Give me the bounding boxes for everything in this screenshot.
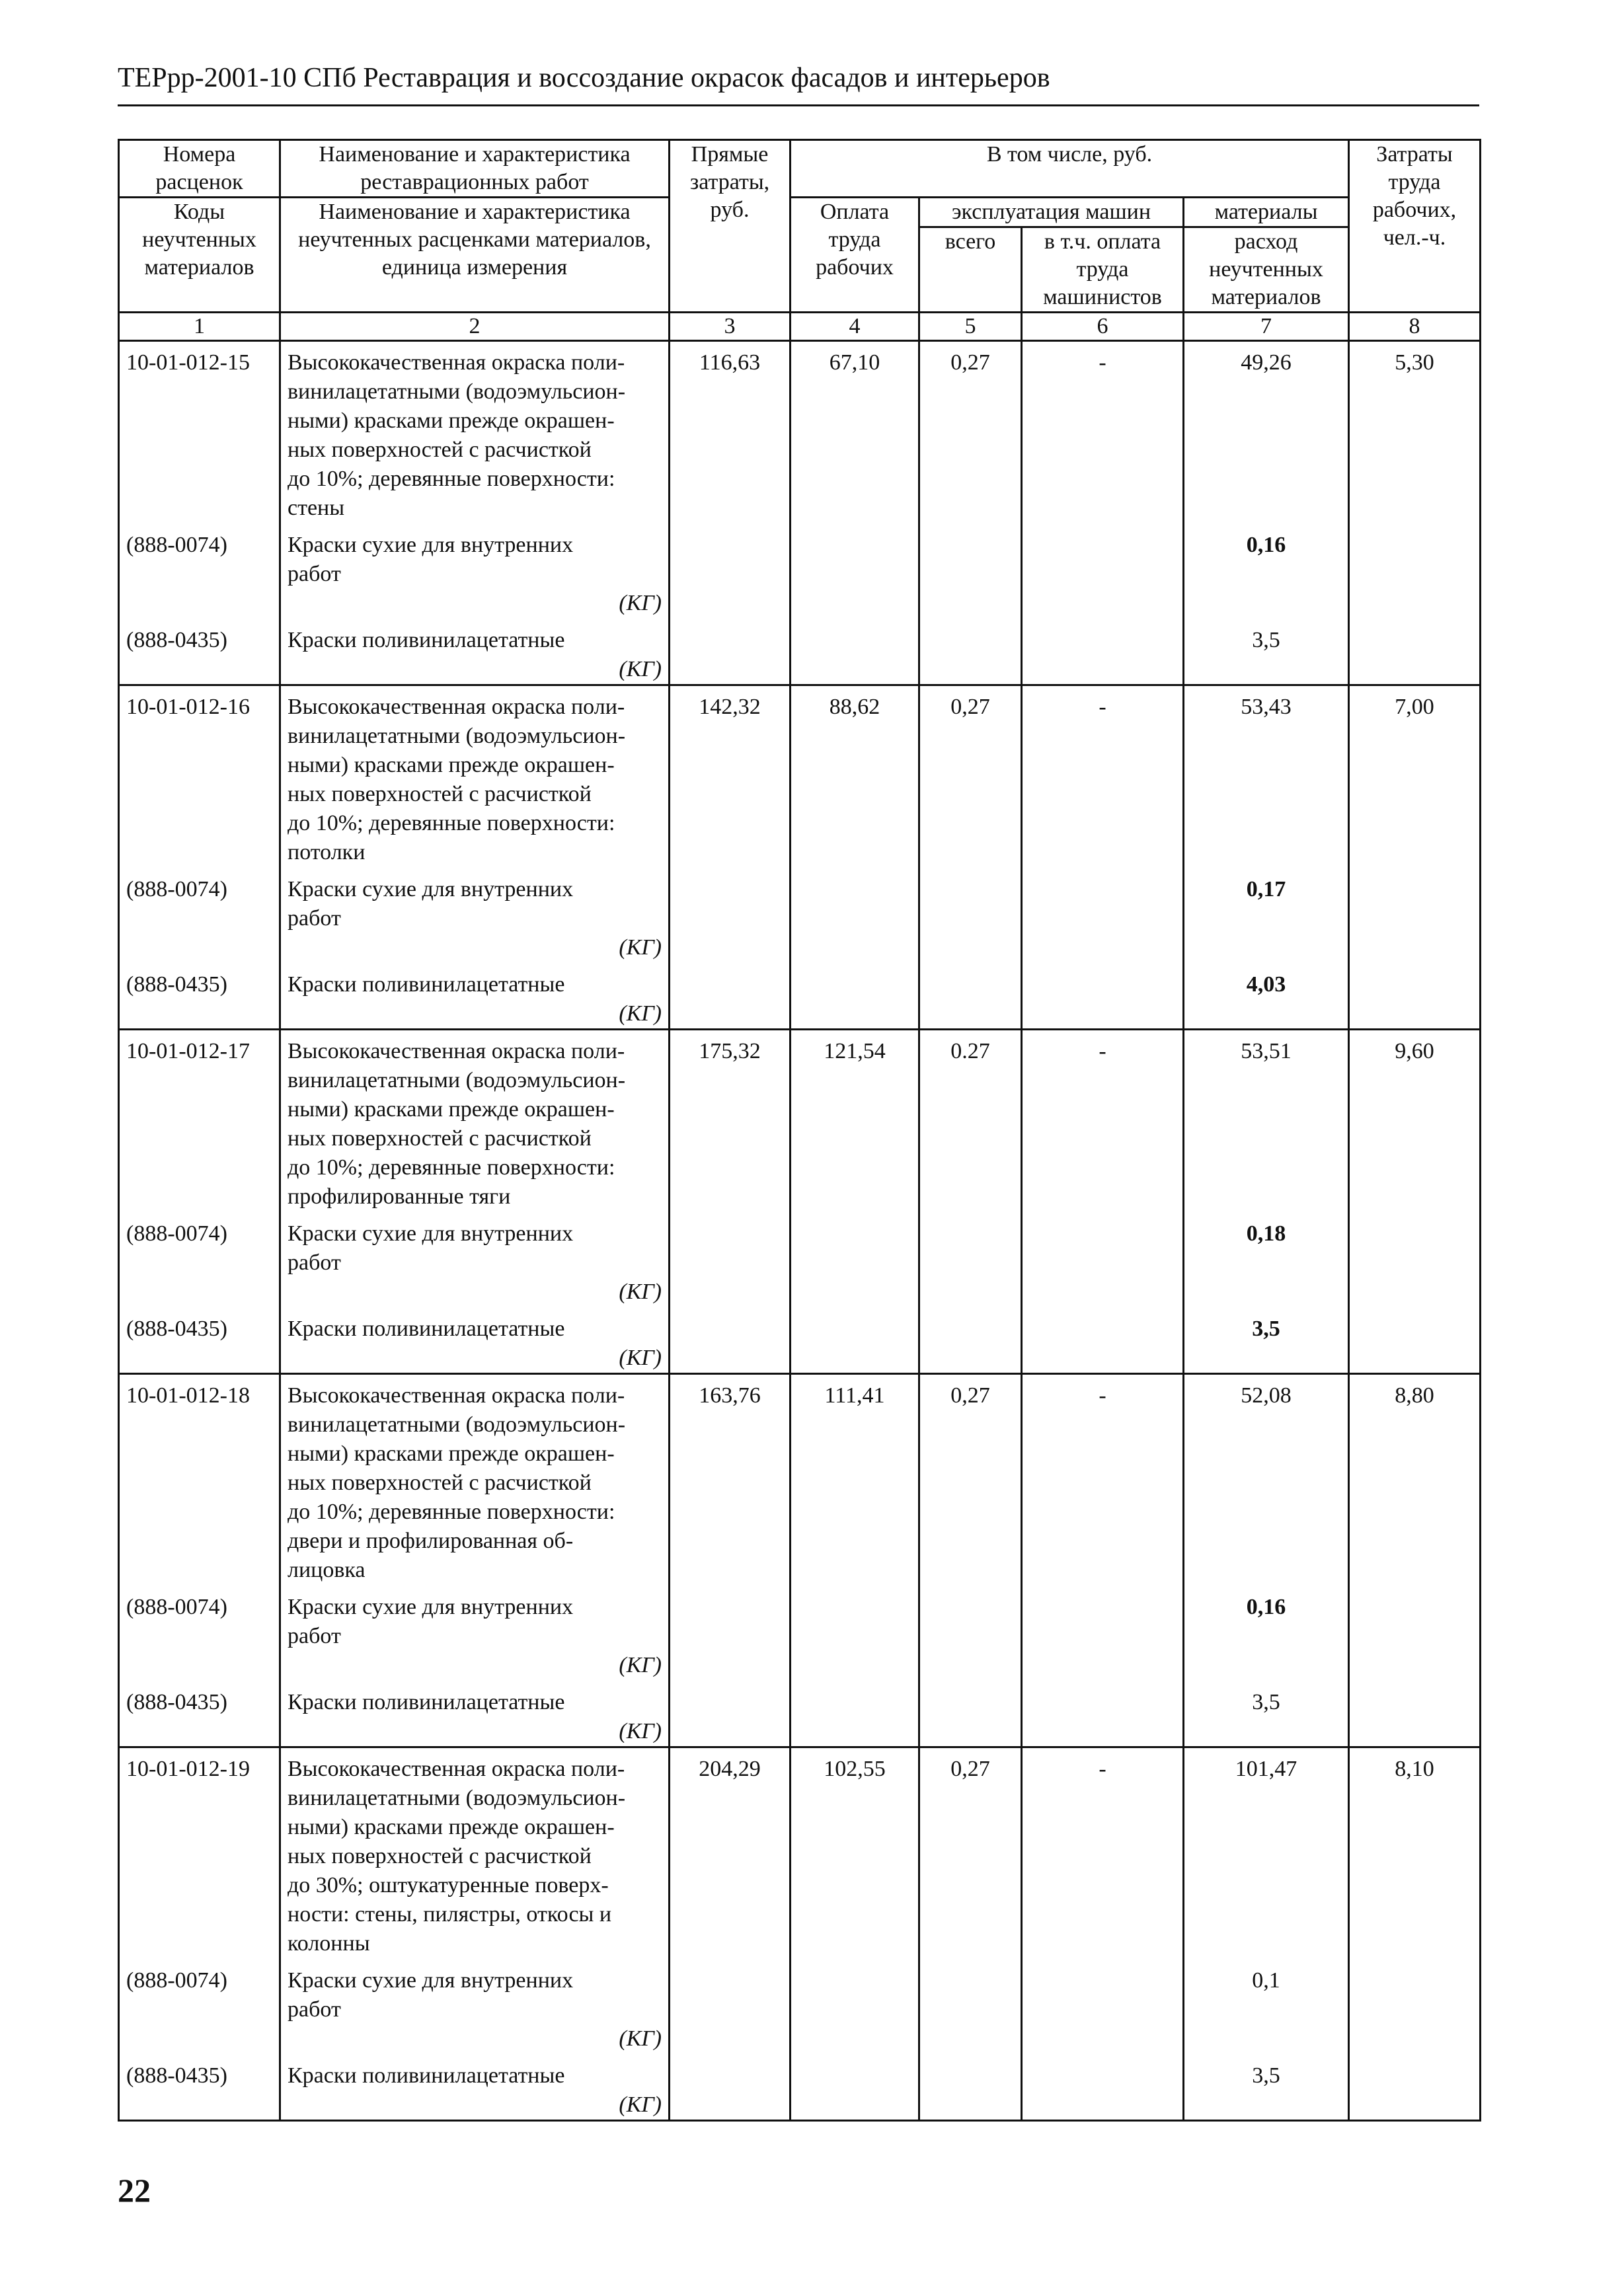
material-code: (888-0435)	[119, 2053, 280, 2121]
material-description	[280, 962, 670, 1030]
material-description	[280, 1958, 670, 2053]
material-code: (888-0074)	[119, 1585, 280, 1680]
empty-cell	[670, 1307, 791, 1374]
material-description	[280, 1680, 670, 1747]
material-row	[119, 1680, 1481, 1747]
empty-cell	[1349, 962, 1481, 1030]
rate-description	[280, 1030, 670, 1212]
material-unit: (КГ)	[619, 1653, 662, 1677]
material-unit: (КГ)	[619, 2026, 662, 2051]
empty-cell	[670, 1680, 791, 1747]
empty-cell	[791, 1211, 919, 1307]
material-name: Краски поливинилацетатные	[288, 972, 565, 997]
material-code: (888-0074)	[119, 523, 280, 618]
operator-pay-value: -	[1022, 341, 1184, 523]
material-description	[280, 2053, 670, 2121]
header-material-consumption: расход неучтенных материалов	[1184, 227, 1349, 313]
empty-cell	[919, 962, 1022, 1030]
empty-cell	[919, 618, 1022, 685]
labor-hours-value: 8,80	[1349, 1374, 1481, 1586]
header-including: В том числе, руб.	[791, 140, 1349, 198]
direct-costs-value: 116,63	[670, 341, 791, 523]
column-number: 2	[280, 313, 670, 341]
material-name: Краски сухие для внутренних работ	[288, 533, 574, 586]
empty-cell	[1349, 523, 1481, 618]
operator-pay-value: -	[1022, 1374, 1184, 1586]
material-amount: 0,16	[1184, 523, 1349, 618]
empty-cell	[1022, 1585, 1184, 1680]
empty-cell	[1349, 1307, 1481, 1374]
machines-total-value: 0,27	[919, 1747, 1022, 1959]
material-unit: (КГ)	[619, 1001, 662, 1026]
empty-cell	[791, 523, 919, 618]
page-number: 22	[118, 2172, 151, 2209]
labor-hours-value: 9,60	[1349, 1030, 1481, 1212]
empty-cell	[919, 1680, 1022, 1747]
rate-code: 10-01-012-16	[119, 685, 280, 868]
rate-description	[280, 1747, 670, 1959]
empty-cell	[1022, 1958, 1184, 2053]
material-row	[119, 867, 1481, 962]
rate-code: 10-01-012-18	[119, 1374, 280, 1586]
header-rate-numbers: Номера расценок	[119, 140, 280, 198]
column-number: 4	[791, 313, 919, 341]
empty-cell	[1022, 867, 1184, 962]
material-row	[119, 523, 1481, 618]
machines-total-value: 0.27	[919, 1030, 1022, 1212]
rate-description-text: Высококачественная окраска поли- винилацетатными (водоэмульсион- ными) красками прежде окрашен- ных поверхностей с расчисткой до 30%; оштукатуренные поверх- ности: стены, пилястры, откосы и колонны	[288, 1757, 626, 1956]
rates-table	[118, 139, 1481, 2122]
empty-cell	[919, 1958, 1022, 2053]
empty-cell	[1349, 1211, 1481, 1307]
table-row	[119, 1374, 1481, 1586]
column-number: 5	[919, 313, 1022, 341]
material-description	[280, 1211, 670, 1307]
empty-cell	[791, 962, 919, 1030]
empty-cell	[791, 1307, 919, 1374]
empty-cell	[1349, 1958, 1481, 2053]
header-materials: материалы	[1184, 198, 1349, 227]
empty-cell	[791, 2053, 919, 2121]
labor-hours-value: 8,10	[1349, 1747, 1481, 1959]
empty-cell	[791, 618, 919, 685]
material-description	[280, 1585, 670, 1680]
labor-pay-value: 88,62	[791, 685, 919, 868]
material-row	[119, 1958, 1481, 2053]
material-code: (888-0074)	[119, 1211, 280, 1307]
materials-value: 52,08	[1184, 1374, 1349, 1586]
material-row	[119, 1211, 1481, 1307]
material-row	[119, 1585, 1481, 1680]
machines-total-value: 0,27	[919, 1374, 1022, 1586]
header-labor-hours: Затраты труда рабочих, чел.-ч.	[1349, 140, 1481, 313]
empty-cell	[1022, 2053, 1184, 2121]
material-description	[280, 618, 670, 685]
material-code: (888-0074)	[119, 1958, 280, 2053]
table-row	[119, 1747, 1481, 1959]
material-name: Краски поливинилацетатные	[288, 1690, 565, 1714]
labor-hours-value: 5,30	[1349, 341, 1481, 523]
material-code: (888-0435)	[119, 1307, 280, 1374]
table-row	[119, 341, 1481, 523]
rate-description-text: Высококачественная окраска поли- винилацетатными (водоэмульсион- ными) красками прежде окрашен- ных поверхностей с расчисткой до 10%; деревянные поверхности: двери и профилированная об- лицовка	[288, 1383, 626, 1582]
material-name: Краски сухие для внутренних работ	[288, 1595, 574, 1648]
rate-description	[280, 1374, 670, 1586]
empty-cell	[1349, 618, 1481, 685]
empty-cell	[670, 618, 791, 685]
rate-code: 10-01-012-15	[119, 341, 280, 523]
material-description	[280, 867, 670, 962]
header-direct-costs: Прямые затраты, руб.	[670, 140, 791, 313]
material-code: (888-0435)	[119, 962, 280, 1030]
material-row	[119, 2053, 1481, 2121]
empty-cell	[670, 2053, 791, 2121]
material-name: Краски сухие для внутренних работ	[288, 877, 574, 931]
operator-pay-value: -	[1022, 1747, 1184, 1959]
empty-cell	[919, 1585, 1022, 1680]
rate-description	[280, 685, 670, 868]
column-number: 3	[670, 313, 791, 341]
material-code: (888-0435)	[119, 1680, 280, 1747]
table-row	[119, 685, 1481, 868]
material-name: Краски поливинилацетатные	[288, 628, 565, 652]
header-machine-operation: эксплуатация машин	[919, 198, 1184, 227]
material-amount: 3,5	[1184, 2053, 1349, 2121]
material-unit: (КГ)	[619, 1346, 662, 1370]
materials-value: 101,47	[1184, 1747, 1349, 1959]
rate-code: 10-01-012-17	[119, 1030, 280, 1212]
header-material-codes: Коды неучтенных материалов	[119, 198, 280, 313]
direct-costs-value: 204,29	[670, 1747, 791, 1959]
material-name: Краски поливинилацетатные	[288, 1317, 565, 1341]
material-amount: 0,17	[1184, 867, 1349, 962]
rate-description-text: Высококачественная окраска поли- винилацетатными (водоэмульсион- ными) красками прежде окрашен- ных поверхностей с расчисткой до 10%; деревянные поверхности: стены	[288, 350, 626, 520]
header-material-description: Наименование и характеристика неучтенных расценками материалов, единица измерения	[280, 198, 670, 313]
direct-costs-value: 175,32	[670, 1030, 791, 1212]
material-unit: (КГ)	[619, 657, 662, 681]
material-unit: (КГ)	[619, 591, 662, 615]
labor-hours-value: 7,00	[1349, 685, 1481, 868]
material-amount: 3,5	[1184, 1307, 1349, 1374]
empty-cell	[1349, 1585, 1481, 1680]
material-unit: (КГ)	[619, 2092, 662, 2117]
empty-cell	[919, 867, 1022, 962]
machines-total-value: 0,27	[919, 341, 1022, 523]
empty-cell	[1022, 962, 1184, 1030]
empty-cell	[919, 1211, 1022, 1307]
table-body	[119, 341, 1481, 2121]
direct-costs-value: 142,32	[670, 685, 791, 868]
header-work-description: Наименование и характеристика реставрационных работ	[280, 140, 670, 198]
material-name: Краски сухие для внутренних работ	[288, 1221, 574, 1275]
operator-pay-value: -	[1022, 685, 1184, 868]
material-amount: 4,03	[1184, 962, 1349, 1030]
material-amount: 0,1	[1184, 1958, 1349, 2053]
column-numbers-row	[119, 313, 1481, 341]
materials-value: 49,26	[1184, 341, 1349, 523]
empty-cell	[670, 523, 791, 618]
material-row	[119, 962, 1481, 1030]
header-labor-pay: Оплата труда рабочих	[791, 198, 919, 313]
empty-cell	[670, 1958, 791, 2053]
material-amount: 3,5	[1184, 1680, 1349, 1747]
empty-cell	[919, 1307, 1022, 1374]
material-code: (888-0435)	[119, 618, 280, 685]
labor-pay-value: 111,41	[791, 1374, 919, 1586]
empty-cell	[670, 1585, 791, 1680]
empty-cell	[791, 1958, 919, 2053]
material-description	[280, 1307, 670, 1374]
material-unit: (КГ)	[619, 1719, 662, 1743]
header-machines-total: всего	[919, 227, 1022, 313]
material-name: Краски сухие для внутренних работ	[288, 1968, 574, 2022]
material-amount: 3,5	[1184, 618, 1349, 685]
column-number: 8	[1349, 313, 1481, 341]
empty-cell	[1022, 1680, 1184, 1747]
material-name: Краски поливинилацетатные	[288, 2063, 565, 2088]
empty-cell	[791, 1680, 919, 1747]
empty-cell	[791, 1585, 919, 1680]
column-number: 6	[1022, 313, 1184, 341]
material-row	[119, 618, 1481, 685]
labor-pay-value: 102,55	[791, 1747, 919, 1959]
material-amount: 0,18	[1184, 1211, 1349, 1307]
labor-pay-value: 67,10	[791, 341, 919, 523]
rate-description-text: Высококачественная окраска поли- винилацетатными (водоэмульсион- ными) красками прежде окрашен- ных поверхностей с расчисткой до 10%; деревянные поверхности: потолки	[288, 695, 626, 864]
empty-cell	[791, 867, 919, 962]
empty-cell	[919, 523, 1022, 618]
column-number: 1	[119, 313, 280, 341]
empty-cell	[670, 962, 791, 1030]
operator-pay-value: -	[1022, 1030, 1184, 1212]
empty-cell	[1022, 523, 1184, 618]
empty-cell	[670, 867, 791, 962]
rate-description	[280, 341, 670, 523]
empty-cell	[1349, 1680, 1481, 1747]
materials-value: 53,43	[1184, 685, 1349, 868]
material-amount: 0,16	[1184, 1585, 1349, 1680]
header-operator-pay: в т.ч. оплата труда машинистов	[1022, 227, 1184, 313]
material-unit: (КГ)	[619, 1280, 662, 1304]
rate-description-text: Высококачественная окраска поли- винилацетатными (водоэмульсион- ными) красками прежде окрашен- ных поверхностей с расчисткой до 10%; деревянные поверхности: профилированные тяги	[288, 1039, 626, 1209]
machines-total-value: 0,27	[919, 685, 1022, 868]
materials-value: 53,51	[1184, 1030, 1349, 1212]
direct-costs-value: 163,76	[670, 1374, 791, 1586]
table-row	[119, 1030, 1481, 1212]
empty-cell	[1349, 2053, 1481, 2121]
page-header: ТЕРрр-2001-10 СПб Реставрация и воссоздание окрасок фасадов и интерьеров	[118, 63, 1050, 93]
empty-cell	[1022, 1211, 1184, 1307]
column-number: 7	[1184, 313, 1349, 341]
header-rule	[118, 104, 1479, 106]
labor-pay-value: 121,54	[791, 1030, 919, 1212]
empty-cell	[1022, 1307, 1184, 1374]
material-description	[280, 523, 670, 618]
table-head	[119, 140, 1481, 341]
rate-code: 10-01-012-19	[119, 1747, 280, 1959]
material-row	[119, 1307, 1481, 1374]
material-unit: (КГ)	[619, 935, 662, 960]
empty-cell	[919, 2053, 1022, 2121]
empty-cell	[1022, 618, 1184, 685]
empty-cell	[670, 1211, 791, 1307]
empty-cell	[1349, 867, 1481, 962]
material-code: (888-0074)	[119, 867, 280, 962]
